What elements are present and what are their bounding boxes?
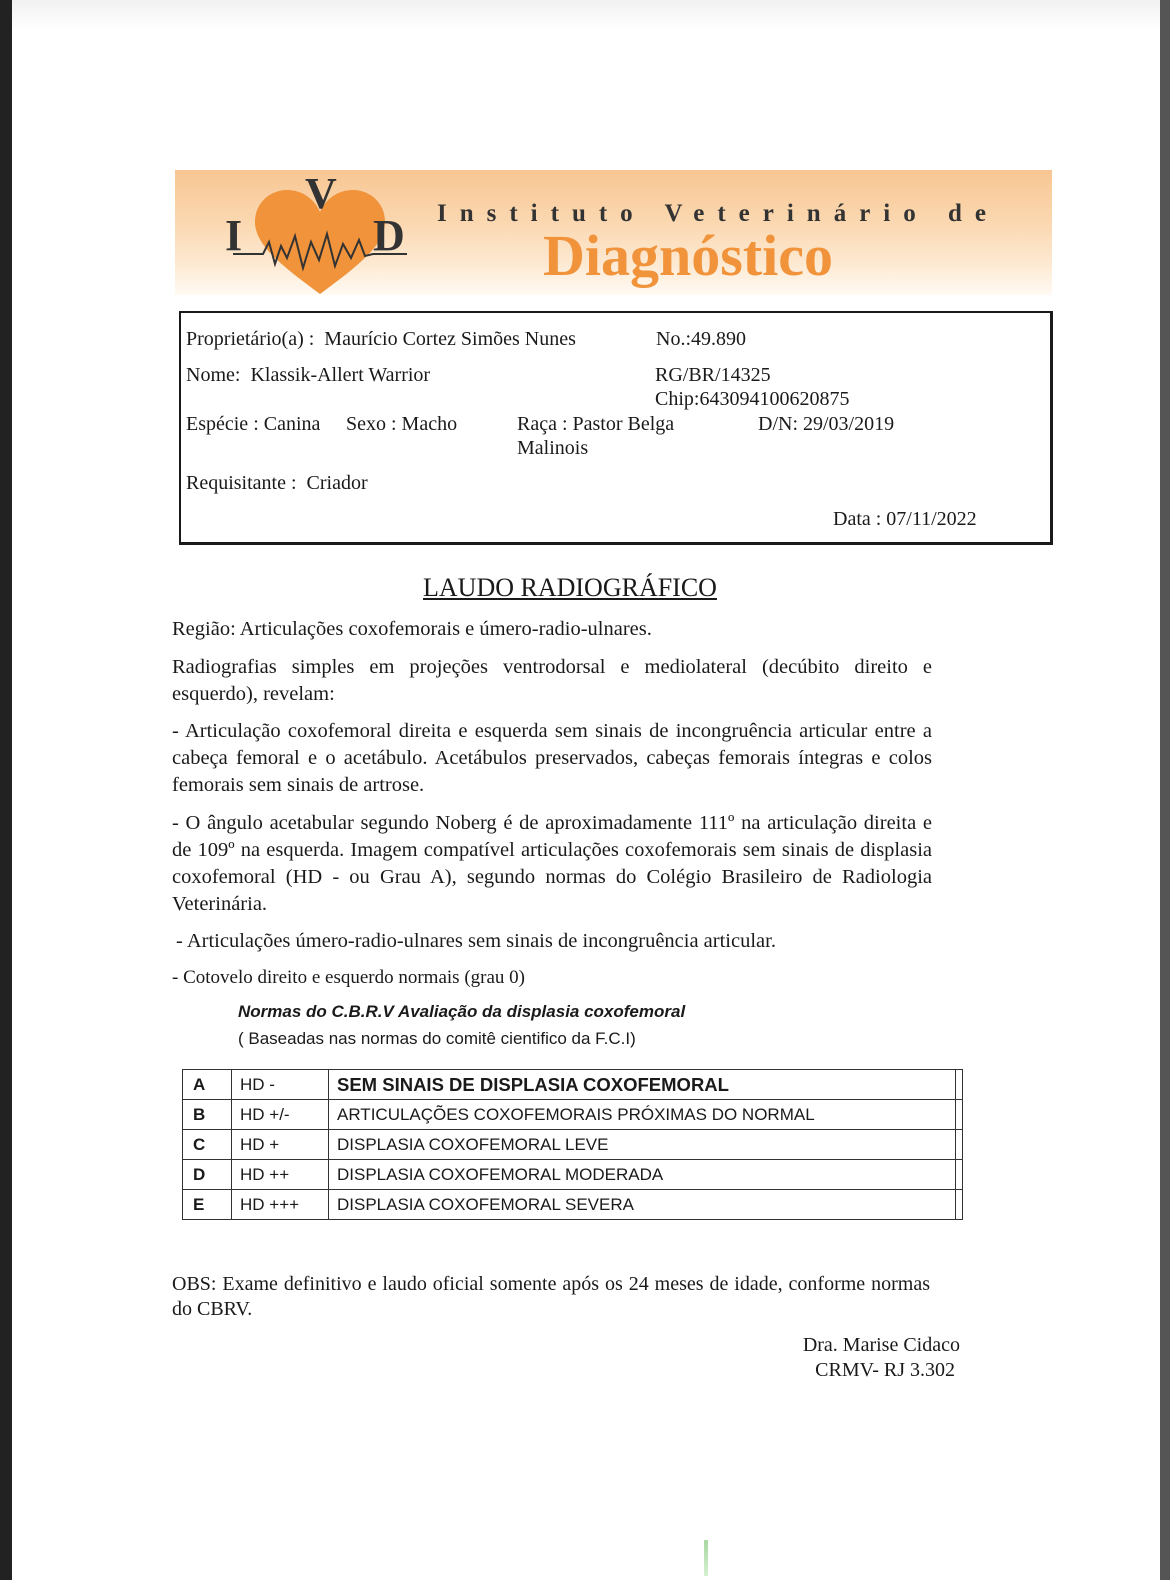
requester-value: Criador bbox=[306, 472, 368, 494]
patient-info-box bbox=[179, 311, 1053, 545]
obs-note: OBS: Exame definitivo e laudo oficial somente após os 24 meses de idade, conforme normas do CBRV. bbox=[172, 1273, 930, 1320]
grade-letter: A bbox=[183, 1070, 232, 1100]
signature-crmv: CRMV- RJ 3.302 bbox=[815, 1359, 955, 1381]
grade-letter: E bbox=[183, 1190, 232, 1220]
requester-row bbox=[186, 471, 368, 495]
grade-letter: D bbox=[183, 1160, 232, 1190]
grade-hd: HD + bbox=[232, 1130, 329, 1160]
hd-grades-table bbox=[182, 1069, 963, 1220]
grade-empty-cell bbox=[956, 1160, 963, 1190]
grade-empty-cell bbox=[956, 1100, 963, 1130]
viewer-left-edge bbox=[0, 0, 12, 1580]
grade-description: SEM SINAIS DE DISPLASIA COXOFEMORAL bbox=[329, 1070, 956, 1100]
paragraph-noberg-angle: - O ângulo acetabular segundo Noberg é de aproximadamente 111º na articulação direita e de 109º na esquerda. Imagem compatível articulações coxofemorais sem sinais de displasia coxofemoral (HD - ou Grau A), segundo normas do Colégio Brasileiro de Radiologia Veterinária. bbox=[172, 812, 932, 915]
breed-value: Raça : Pastor Belga bbox=[517, 413, 675, 435]
signature-name: Dra. Marise Cidaco bbox=[802, 1334, 960, 1356]
chip-value: Chip:643094100620875 bbox=[655, 388, 850, 410]
birth-date: D/N: 29/03/2019 bbox=[758, 413, 895, 435]
grade-description: DISPLASIA COXOFEMORAL MODERADA bbox=[329, 1160, 956, 1190]
table-row bbox=[183, 1100, 963, 1130]
owner-value: Maurício Cortez Simões Nunes bbox=[324, 328, 576, 350]
table-row bbox=[183, 1070, 963, 1100]
grade-hd: HD ++ bbox=[232, 1160, 329, 1190]
species-value: Espécie : Canina bbox=[186, 413, 321, 435]
region-line: Região: Articulações coxofemorais e úmero-radio-ulnares. bbox=[172, 618, 652, 640]
owner-label: Proprietário(a) : bbox=[186, 328, 315, 350]
institute-name: Instituto Veterinário de bbox=[437, 200, 999, 227]
grade-hd: HD - bbox=[232, 1070, 329, 1100]
table-row bbox=[183, 1130, 963, 1160]
page-edge-mark bbox=[704, 1540, 708, 1576]
record-number: No.:49.890 bbox=[656, 328, 746, 350]
ivd-logo bbox=[225, 169, 415, 296]
logo-letter-i: I bbox=[225, 211, 243, 260]
grade-description: DISPLASIA COXOFEMORAL SEVERA bbox=[329, 1190, 956, 1220]
brand-diagnostico: Diagnóstico bbox=[543, 223, 833, 288]
table-row bbox=[183, 1190, 963, 1220]
report-title: LAUDO RADIOGRÁFICO bbox=[423, 573, 717, 602]
norms-title: Normas do C.B.R.V Avaliação da displasia coxofemoral bbox=[238, 1002, 686, 1021]
rg-value: RG/BR/14325 bbox=[655, 364, 771, 386]
page-top-shade bbox=[12, 0, 1160, 30]
grade-empty-cell bbox=[956, 1070, 963, 1100]
name-row bbox=[186, 363, 430, 387]
viewer-right-edge bbox=[1160, 0, 1170, 1580]
grade-hd: HD +++ bbox=[232, 1190, 329, 1220]
letterhead-banner bbox=[175, 170, 1052, 295]
grade-description: ARTICULAÇÕES COXOFEMORAIS PRÓXIMAS DO NORMAL bbox=[329, 1100, 956, 1130]
grade-letter: B bbox=[183, 1100, 232, 1130]
paragraph-elbow-grade: - Cotovelo direito e esquerdo normais (grau 0) bbox=[172, 967, 525, 988]
sex-value: Sexo : Macho bbox=[346, 413, 458, 435]
report-date: Data : 07/11/2022 bbox=[833, 508, 977, 530]
owner-row bbox=[186, 327, 576, 351]
breed-value-cont: Malinois bbox=[517, 437, 589, 459]
grade-empty-cell bbox=[956, 1190, 963, 1220]
paragraph-elbow-joints: - Articulações úmero-radio-ulnares sem sinais de incongruência articular. bbox=[176, 930, 776, 952]
logo-letter-d: D bbox=[373, 211, 405, 260]
name-label: Nome: bbox=[186, 364, 241, 386]
requester-label: Requisitante : bbox=[186, 472, 297, 494]
grade-letter: C bbox=[183, 1130, 232, 1160]
grade-empty-cell bbox=[956, 1130, 963, 1160]
name-value: Klassik-Allert Warrior bbox=[250, 364, 431, 386]
paragraph-hip-joints: - Articulação coxofemoral direita e esquerda sem sinais de incongruência articular entre a cabeça femoral e o acetábulo. Acetábulos preservados, cabeças femorais íntegras e colos femorais sem sinais de artrose. bbox=[172, 720, 932, 796]
grade-hd: HD +/- bbox=[232, 1100, 329, 1130]
norms-subtitle: ( Baseadas nas normas do comitê cientifico da F.C.I) bbox=[238, 1029, 636, 1048]
grade-description: DISPLASIA COXOFEMORAL LEVE bbox=[329, 1130, 956, 1160]
logo-letter-v: V bbox=[305, 169, 337, 218]
table-row bbox=[183, 1160, 963, 1190]
paragraph-projections: Radiografias simples em projeções ventrodorsal e mediolateral (decúbito direito e esquerdo), revelam: bbox=[172, 656, 932, 705]
